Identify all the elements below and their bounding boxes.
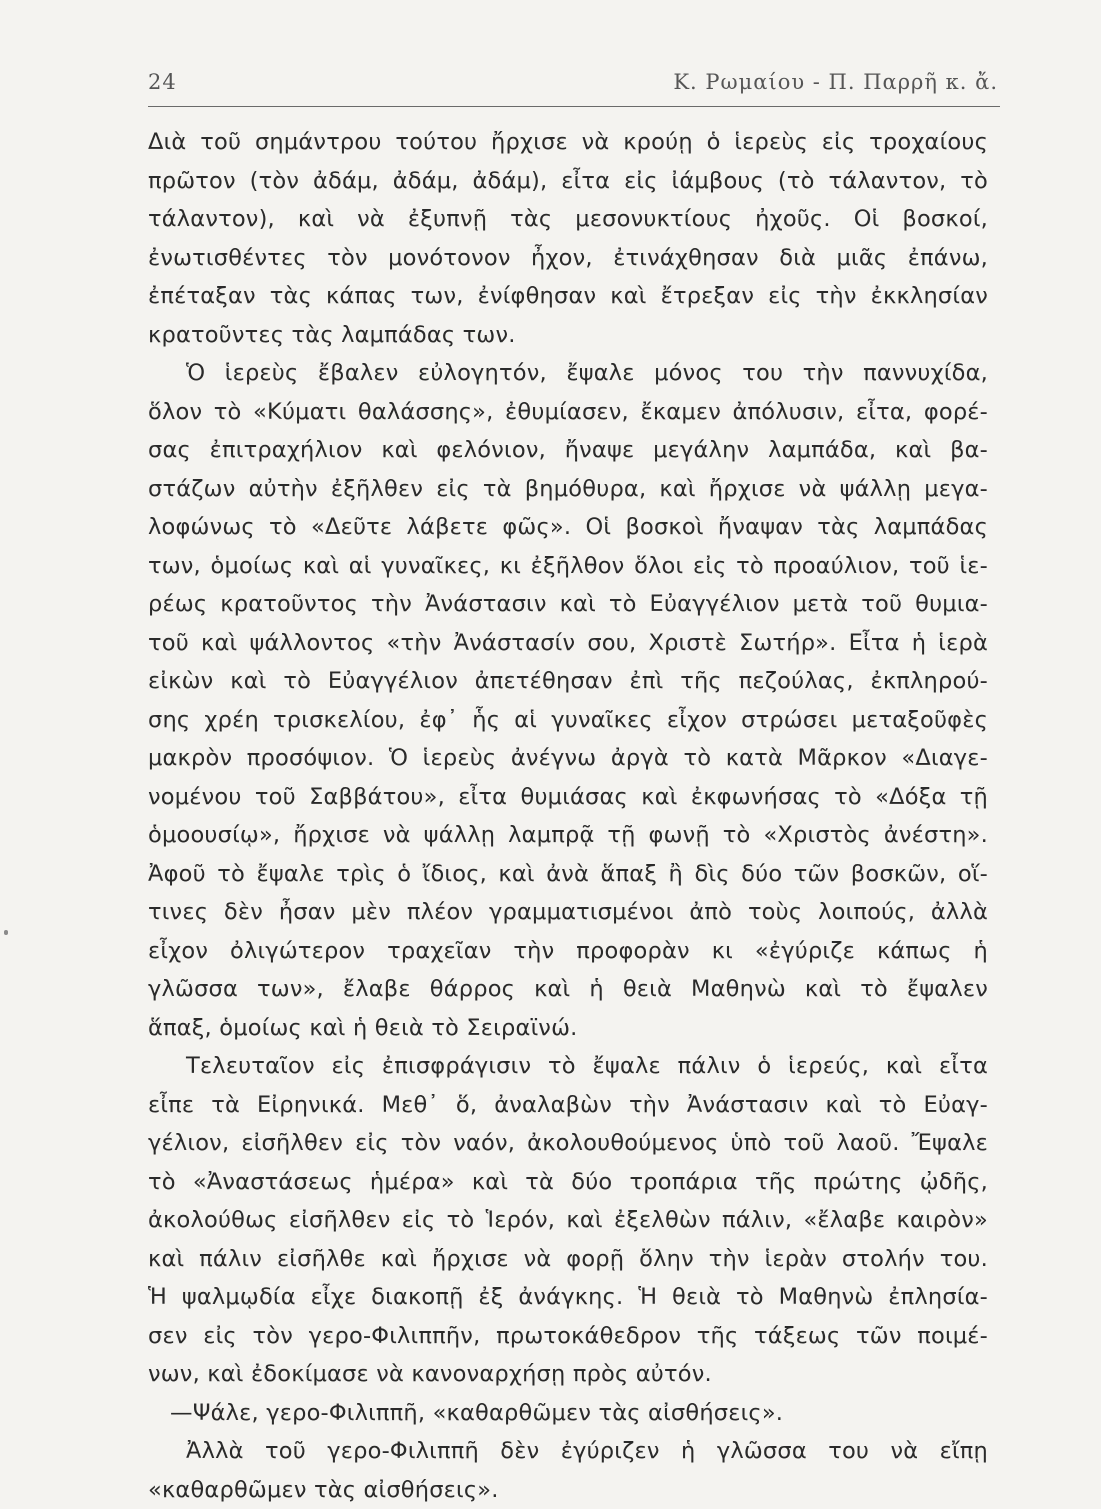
text-line: ἐπέταξαν τὰς κάπας των, ἐνίφθησαν καὶ ἔτρεξαν εἰς τὴν ἐκκλησίαν xyxy=(148,277,988,316)
text-line: νομένου τοῦ Σαββάτου», εἶτα θυμιάσας καὶ ἐκφωνήσας τὸ «Δόξα τῇ xyxy=(148,778,988,817)
text-line: σης χρέη τρισκελίου, ἐφ᾽ ἧς αἱ γυναῖκες εἶχον στρώσει μεταξοῦφὲς xyxy=(148,701,988,740)
text-line: ἐνωτισθέντες τὸν μονότονον ἦχον, ἐτινάχθησαν διὰ μιᾶς ἐπάνω, xyxy=(148,239,988,278)
header-rule xyxy=(148,106,1000,107)
text-line: τάλαντον), καὶ νὰ ἐξυπνῇ τὰς μεσονυκτίους ἠχοῦς. Οἱ βοσκοί, xyxy=(148,200,988,239)
text-line: ρέως κρατοῦντος τὴν Ἀνάστασιν καὶ τὸ Εὐαγγέλιον μετὰ τοῦ θυμια- xyxy=(148,585,988,624)
text-line: κρατοῦντες τὰς λαμπάδας των. xyxy=(148,316,988,355)
text-line: τοῦ καὶ ψάλλοντος «τὴν Ἀνάστασίν σου, Χριστὲ Σωτήρ». Εἶτα ἡ ἱερὰ xyxy=(148,624,988,663)
text-line: στάζων αὐτὴν ἐξῆλθεν εἰς τὰ βημόθυρα, καὶ ἤρχισε νὰ ψάλλῃ μεγα- xyxy=(148,470,988,509)
text-line: εἶχον ὀλιγώτερον τραχεῖαν τὴν προφορὰν κι «ἐγύριζε κάπως ἡ xyxy=(148,932,988,971)
text-line: Ὁ ἱερεὺς ἔβαλεν εὐλογητόν, ἔψαλε μόνος του τὴν παννυχίδα, xyxy=(148,354,988,393)
running-head: Κ. Ρωμαίου - Π. Παρρῆ κ. ἄ. xyxy=(673,70,998,94)
text-line: ὅλον τὸ «Κύματι θαλάσσης», ἐθυμίασεν, ἔκαμεν ἀπόλυσιν, εἶτα, φορέ- xyxy=(148,393,988,432)
page-header xyxy=(148,70,998,104)
text-line: σας ἐπιτραχήλιον καὶ φελόνιον, ἤναψε μεγάλην λαμπάδα, καὶ βα- xyxy=(148,431,988,470)
text-line: Τελευταῖον εἰς ἐπισφράγισιν τὸ ἔψαλε πάλιν ὁ ἱερεύς, καὶ εἶτα xyxy=(148,1047,988,1086)
text-line: εἶπε τὰ Εἰρηνικά. Μεθ᾽ ὅ, ἀναλαβὼν τὴν Ἀνάστασιν καὶ τὸ Εὐαγ- xyxy=(148,1086,988,1125)
text-line: «καθαρθῶμεν τὰς αἰσθήσεις». xyxy=(148,1471,988,1509)
text-line: Διὰ τοῦ σημάντρου τούτου ἤρχισε νὰ κρούῃ ὁ ἱερεὺς εἰς τροχαίους xyxy=(148,123,988,162)
text-line: τινες δὲν ἦσαν μὲν πλέον γραμματισμένοι ἀπὸ τοὺς λοιπούς, ἀλλὰ xyxy=(148,893,988,932)
text-line: εἰκὼν καὶ τὸ Εὐαγγέλιον ἀπετέθησαν ἐπὶ τῆς πεζούλας, ἐκπληρού- xyxy=(148,662,988,701)
text-line: ἀκολούθως εἰσῆλθεν εἰς τὸ Ἱερόν, καὶ ἐξελθὼν πάλιν, «ἔλαβε καιρὸν» xyxy=(148,1201,988,1240)
body-text xyxy=(148,123,988,1509)
text-line: —Ψάλε, γερο-Φιλιππῆ, «καθαρθῶμεν τὰς αἰσθήσεις». xyxy=(148,1394,988,1433)
text-line: τὸ «Ἀναστάσεως ἡμέρα» καὶ τὰ δύο τροπάρια τῆς πρώτης ᾠδῆς, xyxy=(148,1163,988,1202)
text-line: Ἀφοῦ τὸ ἔψαλε τρὶς ὁ ἴδιος, καὶ ἀνὰ ἅπαξ ἢ δὶς δύο τῶν βοσκῶν, οἵ- xyxy=(148,855,988,894)
text-line: ἅπαξ, ὁμοίως καὶ ἡ θειὰ τὸ Σειραϊνώ. xyxy=(148,1009,988,1048)
margin-speck xyxy=(4,930,8,935)
text-line: γλῶσσα των», ἔλαβε θάρρος καὶ ἡ θειὰ Μαθηνὼ καὶ τὸ ἔψαλεν xyxy=(148,970,988,1009)
text-line: λοφώνως τὸ «Δεῦτε λάβετε φῶς». Οἱ βοσκοὶ ἤναψαν τὰς λαμπάδας xyxy=(148,508,988,547)
text-line: Ἡ ψαλμῳδία εἶχε διακοπῇ ἐξ ἀνάγκης. Ἡ θειὰ τὸ Μαθηνὼ ἐπλησία- xyxy=(148,1278,988,1317)
text-line: των, ὁμοίως καὶ αἱ γυναῖκες, κι ἐξῆλθον ὅλοι εἰς τὸ προαύλιον, τοῦ ἱε- xyxy=(148,547,988,586)
text-line: νων, καὶ ἐδοκίμασε νὰ κανοναρχήσῃ πρὸς αὐτόν. xyxy=(148,1355,988,1394)
text-line: καὶ πάλιν εἰσῆλθε καὶ ἤρχισε νὰ φορῇ ὅλην τὴν ἱερὰν στολήν του. xyxy=(148,1240,988,1279)
text-line: γέλιον, εἰσῆλθεν εἰς τὸν ναόν, ἀκολουθούμενος ὑπὸ τοῦ λαοῦ. Ἔψαλε xyxy=(148,1124,988,1163)
text-line: Ἀλλὰ τοῦ γερο-Φιλιππῆ δὲν ἐγύριζεν ἡ γλῶσσα του νὰ εἴπῃ xyxy=(148,1432,988,1471)
text-line: μακρὸν προσόψιον. Ὁ ἱερεὺς ἀνέγνω ἀργὰ τὸ κατὰ Μᾶρκον «Διαγε- xyxy=(148,739,988,778)
text-line: πρῶτον (τὸν ἀδάμ, ἀδάμ, ἀδάμ), εἶτα εἰς ἰάμβους (τὸ τάλαντον, τὸ xyxy=(148,162,988,201)
text-line: σεν εἰς τὸν γερο-Φιλιππῆν, πρωτοκάθεδρον τῆς τάξεως τῶν ποιμέ- xyxy=(148,1317,988,1356)
page-number: 24 xyxy=(148,70,177,94)
text-line: ὁμοουσίῳ», ἤρχισε νὰ ψάλλῃ λαμπρᾷ τῇ φωνῇ τὸ «Χριστὸς ἀνέστη». xyxy=(148,816,988,855)
